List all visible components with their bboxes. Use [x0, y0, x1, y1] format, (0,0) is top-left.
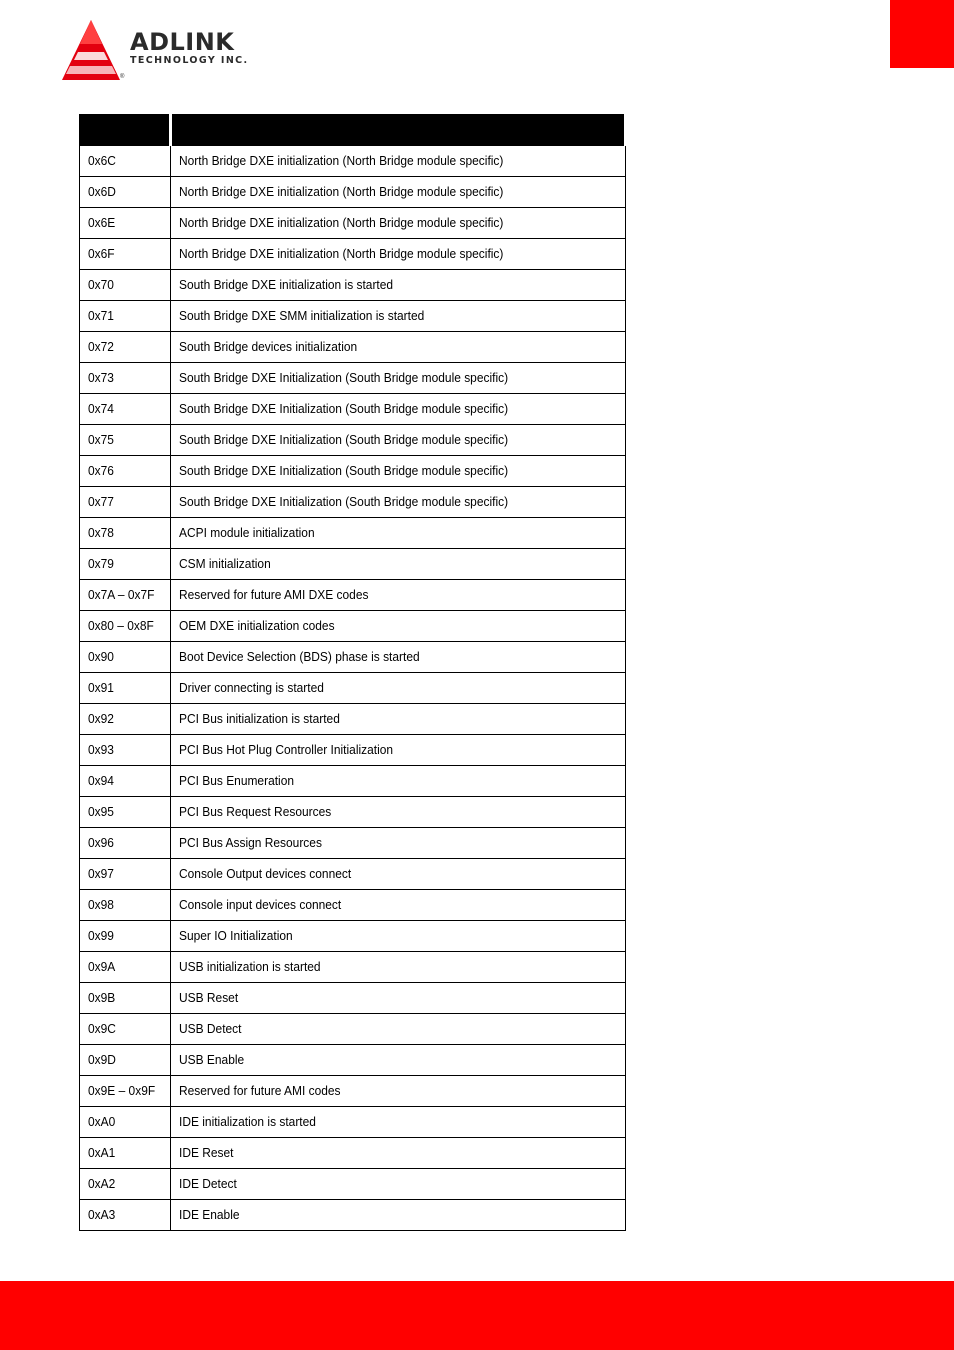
description-cell: [171, 425, 626, 456]
code-cell: [80, 673, 171, 704]
description-cell: [171, 1107, 626, 1138]
code-text: 0x80 – 0x8F: [88, 618, 154, 633]
code-text: 0x6C: [88, 153, 116, 168]
code-cell: [80, 394, 171, 425]
code-cell: [80, 1076, 171, 1107]
description-text: IDE Enable: [179, 1207, 240, 1222]
description-cell: [171, 518, 626, 549]
description-text: South Bridge DXE initialization is started: [179, 277, 394, 292]
description-cell: [171, 1076, 626, 1107]
table-row: [80, 828, 626, 859]
description-text: South Bridge devices initialization: [179, 339, 358, 354]
header-description-cell: [171, 115, 626, 146]
code-text: 0x72: [88, 339, 114, 354]
adlink-logo: [58, 18, 278, 86]
description-cell: [171, 301, 626, 332]
code-text: 0x91: [88, 680, 114, 695]
description-cell: [171, 456, 626, 487]
table-row: [80, 580, 626, 611]
table-header-row: [80, 115, 626, 146]
description-text: South Bridge DXE Initialization (South Bridge module specific): [179, 494, 509, 509]
description-text: PCI Bus Request Resources: [179, 804, 332, 819]
table-row: [80, 394, 626, 425]
code-text: 0x6D: [88, 184, 116, 199]
description-cell: [171, 1169, 626, 1200]
description-text: ACPI module initialization: [179, 525, 315, 540]
code-text: 0x98: [88, 897, 114, 912]
code-text: 0x74: [88, 401, 114, 416]
table-row: [80, 177, 626, 208]
table-row: [80, 270, 626, 301]
description-text: Console Output devices connect: [179, 866, 352, 881]
code-cell: [80, 766, 171, 797]
code-text: 0x93: [88, 742, 114, 757]
code-text: 0x70: [88, 277, 114, 292]
code-text: 0xA2: [88, 1176, 116, 1191]
code-cell: [80, 177, 171, 208]
registered-mark: ®: [120, 74, 125, 80]
table-row: [80, 983, 626, 1014]
code-text: 0x99: [88, 928, 114, 943]
post-code-table: [79, 114, 627, 1231]
code-cell: [80, 301, 171, 332]
table-row: [80, 921, 626, 952]
header-code-cell: [80, 115, 171, 146]
description-cell: [171, 766, 626, 797]
description-text: CSM initialization: [179, 556, 271, 571]
code-text: 0x94: [88, 773, 114, 788]
code-text: 0x6F: [88, 246, 115, 261]
code-text: 0x90: [88, 649, 114, 664]
code-text: 0x77: [88, 494, 114, 509]
description-text: Boot Device Selection (BDS) phase is started: [179, 649, 420, 664]
code-cell: [80, 1200, 171, 1231]
description-text: Reserved for future AMI DXE codes: [179, 587, 369, 602]
table-body: [80, 146, 626, 1231]
brand-name: ADLINK: [130, 28, 235, 56]
code-cell: [80, 425, 171, 456]
description-text: South Bridge DXE SMM initialization is started: [179, 308, 425, 323]
code-text: 0x73: [88, 370, 114, 385]
code-text: 0x76: [88, 463, 114, 478]
description-text: USB Detect: [179, 1021, 242, 1036]
description-text: IDE Reset: [179, 1145, 234, 1160]
code-cell: [80, 642, 171, 673]
description-text: South Bridge DXE Initialization (South Bridge module specific): [179, 432, 509, 447]
code-cell: [80, 1138, 171, 1169]
table-row: [80, 1138, 626, 1169]
table-row: [80, 239, 626, 270]
description-text: North Bridge DXE initialization (North Bridge module specific): [179, 153, 504, 168]
description-cell: [171, 270, 626, 301]
code-cell: [80, 549, 171, 580]
description-text: USB Reset: [179, 990, 239, 1005]
table-row: [80, 1169, 626, 1200]
table-row: [80, 363, 626, 394]
table-row: [80, 301, 626, 332]
code-text: 0x9E – 0x9F: [88, 1083, 156, 1098]
code-cell: [80, 456, 171, 487]
code-cell: [80, 270, 171, 301]
table-row: [80, 549, 626, 580]
code-text: 0x78: [88, 525, 114, 540]
code-text: 0x79: [88, 556, 114, 571]
table-row: [80, 208, 626, 239]
description-text: IDE initialization is started: [179, 1114, 316, 1129]
description-cell: [171, 890, 626, 921]
adlink-logo-triangle-icon: [58, 18, 124, 84]
code-cell: [80, 363, 171, 394]
description-cell: [171, 580, 626, 611]
table-row: [80, 1200, 626, 1231]
description-cell: [171, 177, 626, 208]
code-text: 0x6E: [88, 215, 116, 230]
code-cell: [80, 611, 171, 642]
code-cell: [80, 518, 171, 549]
description-cell: [171, 735, 626, 766]
code-text: 0x7A – 0x7F: [88, 587, 155, 602]
table-row: [80, 1014, 626, 1045]
code-cell: [80, 332, 171, 363]
description-cell: [171, 487, 626, 518]
code-text: 0x9D: [88, 1052, 116, 1067]
code-cell: [80, 208, 171, 239]
description-cell: [171, 704, 626, 735]
table-row: [80, 952, 626, 983]
code-text: 0xA3: [88, 1207, 116, 1222]
description-text: North Bridge DXE initialization (North Bridge module specific): [179, 184, 504, 199]
description-cell: [171, 859, 626, 890]
brand-tagline: TECHNOLOGY INC.: [130, 55, 249, 66]
description-cell: [171, 1014, 626, 1045]
description-cell: [171, 983, 626, 1014]
code-text: 0x9B: [88, 990, 116, 1005]
code-cell: [80, 797, 171, 828]
corner-accent-tab: [890, 0, 954, 68]
code-cell: [80, 1014, 171, 1045]
code-text: 0x96: [88, 835, 114, 850]
table-row: [80, 146, 626, 177]
code-text: 0x75: [88, 432, 114, 447]
table-row: [80, 766, 626, 797]
table-row: [80, 456, 626, 487]
description-text: Reserved for future AMI codes: [179, 1083, 341, 1098]
description-cell: [171, 146, 626, 177]
table-row: [80, 704, 626, 735]
description-cell: [171, 332, 626, 363]
description-text: OEM DXE initialization codes: [179, 618, 335, 633]
description-text: North Bridge DXE initialization (North Bridge module specific): [179, 246, 504, 261]
table-row: [80, 642, 626, 673]
code-text: 0x71: [88, 308, 114, 323]
code-cell: [80, 146, 171, 177]
footer-bar: [0, 1281, 954, 1350]
code-cell: [80, 735, 171, 766]
table-row: [80, 425, 626, 456]
description-cell: [171, 394, 626, 425]
description-text: PCI Bus Assign Resources: [179, 835, 322, 850]
code-cell: [80, 952, 171, 983]
description-cell: [171, 239, 626, 270]
description-text: PCI Bus Hot Plug Controller Initialization: [179, 742, 394, 757]
table-row: [80, 735, 626, 766]
description-cell: [171, 1138, 626, 1169]
code-cell: [80, 890, 171, 921]
description-text: Driver connecting is started: [179, 680, 324, 695]
description-cell: [171, 921, 626, 952]
code-cell: [80, 859, 171, 890]
description-text: Console input devices connect: [179, 897, 342, 912]
description-cell: [171, 363, 626, 394]
code-cell: [80, 487, 171, 518]
code-text: 0x97: [88, 866, 114, 881]
description-text: North Bridge DXE initialization (North Bridge module specific): [179, 215, 504, 230]
code-cell: [80, 580, 171, 611]
table-row: [80, 797, 626, 828]
description-cell: [171, 611, 626, 642]
code-text: 0xA0: [88, 1114, 116, 1129]
table-row: [80, 1076, 626, 1107]
code-cell: [80, 1107, 171, 1138]
description-cell: [171, 797, 626, 828]
table-row: [80, 1045, 626, 1076]
description-text: USB Enable: [179, 1052, 245, 1067]
code-cell: [80, 921, 171, 952]
description-text: PCI Bus Enumeration: [179, 773, 295, 788]
table-row: [80, 1107, 626, 1138]
description-text: South Bridge DXE Initialization (South Bridge module specific): [179, 370, 509, 385]
code-text: 0x95: [88, 804, 114, 819]
code-text: 0x92: [88, 711, 114, 726]
code-cell: [80, 983, 171, 1014]
code-cell: [80, 239, 171, 270]
code-text: 0xA1: [88, 1145, 116, 1160]
code-text: 0x9C: [88, 1021, 116, 1036]
table-row: [80, 890, 626, 921]
code-cell: [80, 1169, 171, 1200]
description-cell: [171, 642, 626, 673]
table-row: [80, 611, 626, 642]
code-cell: [80, 704, 171, 735]
description-cell: [171, 673, 626, 704]
description-text: South Bridge DXE Initialization (South Bridge module specific): [179, 463, 509, 478]
description-cell: [171, 549, 626, 580]
table-row: [80, 332, 626, 363]
table-row: [80, 859, 626, 890]
table-row: [80, 673, 626, 704]
code-text: 0x9A: [88, 959, 116, 974]
description-cell: [171, 828, 626, 859]
table-row: [80, 518, 626, 549]
description-text: Super IO Initialization: [179, 928, 293, 943]
description-text: PCI Bus initialization is started: [179, 711, 340, 726]
description-cell: [171, 208, 626, 239]
code-cell: [80, 828, 171, 859]
code-cell: [80, 1045, 171, 1076]
description-text: USB initialization is started: [179, 959, 321, 974]
description-cell: [171, 1200, 626, 1231]
description-cell: [171, 952, 626, 983]
description-text: IDE Detect: [179, 1176, 237, 1191]
table-row: [80, 487, 626, 518]
description-cell: [171, 1045, 626, 1076]
description-text: South Bridge DXE Initialization (South Bridge module specific): [179, 401, 509, 416]
